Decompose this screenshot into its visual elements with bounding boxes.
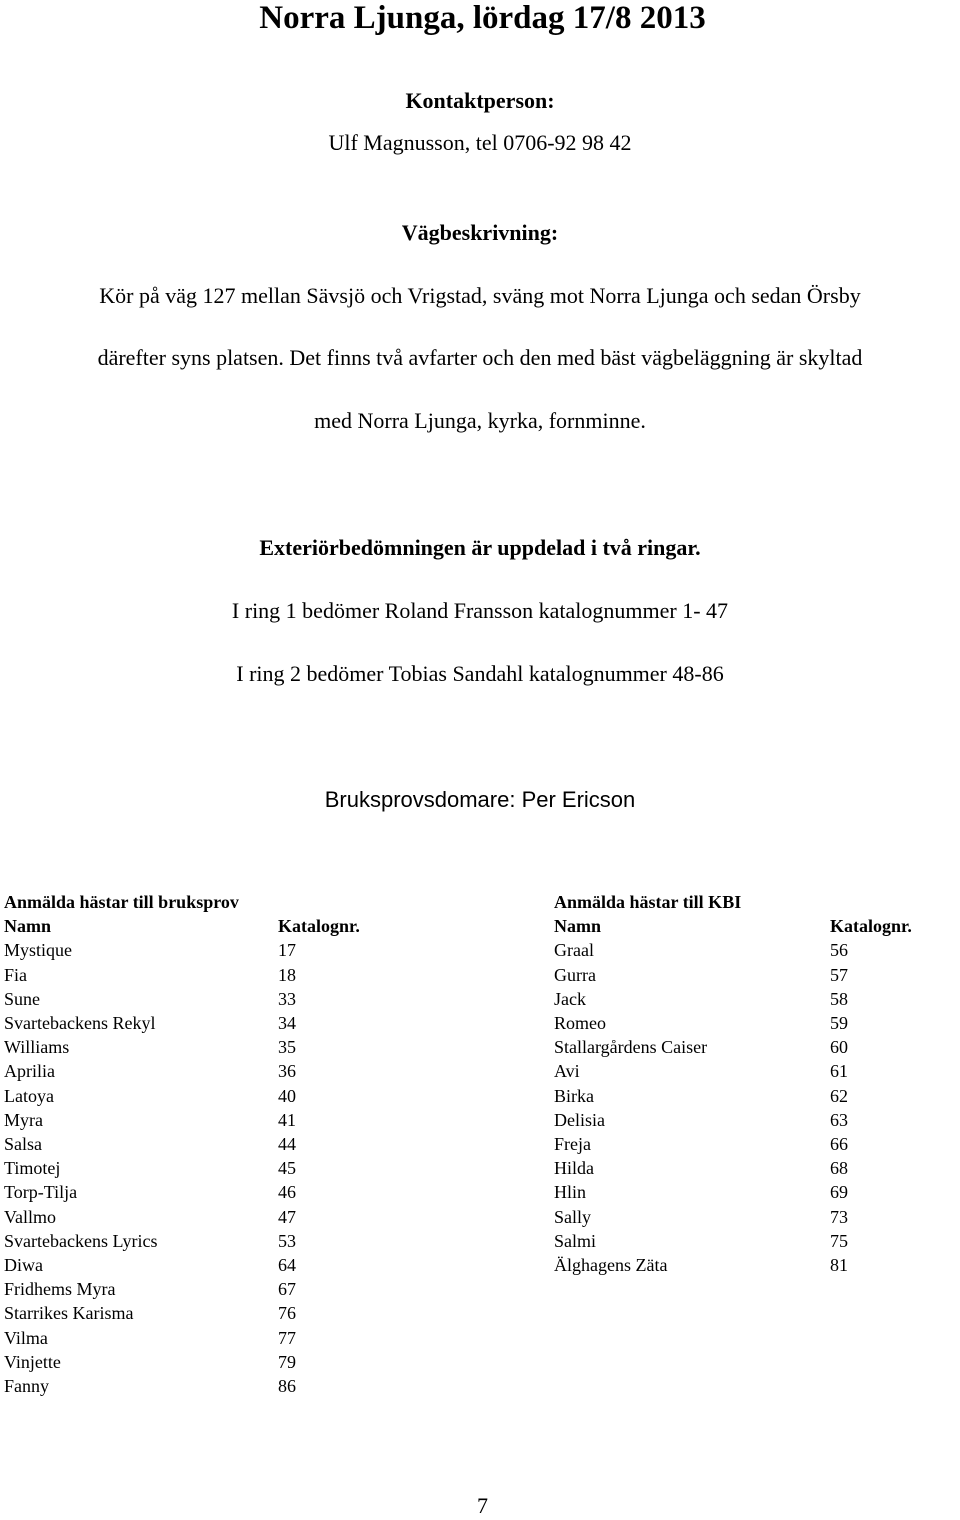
horse-name: Diwa: [4, 1254, 43, 1275]
table-row: [554, 1205, 960, 1229]
catalog-number: 57: [830, 964, 848, 985]
horse-name: Fridhems Myra: [4, 1279, 116, 1300]
table-row: [4, 963, 454, 987]
table-row: [554, 963, 960, 987]
table-row: [4, 1011, 454, 1035]
table-row: [4, 1205, 454, 1229]
directions-line-3: med Norra Ljunga, kyrka, fornminne.: [314, 408, 646, 433]
catalog-number: 68: [830, 1158, 848, 1179]
table-row: [554, 1059, 960, 1083]
ring1-info: I ring 1 bedömer Roland Fransson katalognummer 1- 47: [231, 598, 729, 623]
catalog-number: 33: [278, 988, 296, 1009]
table-row: [4, 987, 454, 1011]
judging-heading: Exteriörbedömningen är uppdelad i två ringar.: [259, 535, 701, 560]
table-row: [554, 987, 960, 1011]
bruksprov-title: Anmälda hästar till bruksprov: [4, 892, 239, 912]
directions-label: Vägbeskrivning:: [401, 220, 559, 245]
table-row: [4, 1035, 454, 1059]
catalog-number: 61: [830, 1061, 848, 1082]
horse-name: Fia: [4, 964, 28, 985]
kbi-col-num: Katalognr.: [830, 916, 912, 936]
catalog-number: 66: [830, 1133, 848, 1154]
horse-name: Vallmo: [4, 1206, 56, 1227]
horse-name: Salmi: [554, 1230, 597, 1251]
catalog-number: 36: [278, 1061, 296, 1082]
horse-name: Vinjette: [4, 1351, 61, 1372]
catalog-number: 35: [278, 1037, 296, 1058]
table-row: [554, 1253, 960, 1277]
horse-name: Vilma: [4, 1327, 48, 1348]
catalog-number: 73: [830, 1206, 848, 1227]
table-row: [4, 1253, 454, 1277]
horse-name: Sune: [4, 988, 40, 1009]
page-number: 7: [477, 1493, 488, 1518]
table-row: [4, 1132, 454, 1156]
horse-name: Aprilia: [4, 1061, 55, 1082]
directions-line-2: därefter syns platsen. Det finns två avfarter och den med bäst vägbeläggning är skyltad: [97, 345, 863, 370]
horse-name: Graal: [554, 940, 594, 961]
table-row: [4, 1108, 454, 1132]
catalog-number: 58: [830, 988, 848, 1009]
catalog-number: 44: [278, 1133, 296, 1154]
horse-name: Gurra: [554, 964, 596, 985]
horse-name: Hilda: [554, 1158, 594, 1179]
catalog-number: 59: [830, 1012, 848, 1033]
catalog-number: 64: [278, 1254, 296, 1275]
horse-name: Hlin: [554, 1182, 587, 1203]
table-row: [4, 938, 454, 962]
horse-name: Svartebackens Rekyl: [4, 1012, 156, 1033]
horse-name: Timotej: [4, 1158, 61, 1179]
table-row: [554, 1132, 960, 1156]
table-row: [4, 1156, 454, 1180]
horse-name: Freja: [554, 1133, 591, 1154]
table-row: [4, 1326, 454, 1350]
catalog-number: 69: [830, 1182, 848, 1203]
catalog-number: 62: [830, 1085, 848, 1106]
catalog-number: 63: [830, 1109, 848, 1130]
ring2-info: I ring 2 bedömer Tobias Sandahl katalognummer 48-86: [236, 661, 724, 686]
table-row: [554, 1156, 960, 1180]
catalog-number: 77: [278, 1327, 296, 1348]
horse-name: Avi: [554, 1061, 580, 1082]
directions-line-1: Kör på väg 127 mellan Sävsjö och Vrigstad, sväng mot Norra Ljunga och sedan Örsby: [99, 283, 861, 308]
catalog-number: 41: [278, 1109, 296, 1130]
horse-name: Älghagens Zäta: [554, 1254, 668, 1275]
horse-name: Starrikes Karisma: [4, 1303, 134, 1324]
table-row: [4, 1301, 454, 1325]
horse-name: Williams: [4, 1037, 70, 1058]
bruksprov-col-name: Namn: [4, 916, 52, 936]
catalog-number: 67: [278, 1279, 296, 1300]
horse-name: Svartebackens Lyrics: [4, 1230, 158, 1251]
table-row: [4, 1277, 454, 1301]
table-row: [554, 1035, 960, 1059]
catalog-number: 46: [278, 1182, 296, 1203]
horse-name: Romeo: [554, 1012, 606, 1033]
catalog-number: 56: [830, 940, 848, 961]
horse-name: Salsa: [4, 1133, 42, 1154]
bruksprov-col-num: Katalognr.: [278, 916, 360, 936]
catalog-number: 86: [278, 1375, 296, 1396]
table-row: [554, 1180, 960, 1204]
table-row: [4, 1350, 454, 1374]
kbi-col-name: Namn: [554, 916, 602, 936]
catalog-number: 76: [278, 1303, 296, 1324]
table-row: [554, 1108, 960, 1132]
horse-name: Birka: [554, 1085, 594, 1106]
table-row: [4, 1084, 454, 1108]
kbi-title: Anmälda hästar till KBI: [554, 892, 742, 912]
catalog-number: 53: [278, 1230, 296, 1251]
catalog-number: 17: [278, 940, 296, 961]
catalog-number: 81: [830, 1254, 848, 1275]
trial-judge-info: Bruksprovsdomare: Per Ericson: [324, 787, 636, 812]
catalog-number: 40: [278, 1085, 296, 1106]
table-row: [554, 1011, 960, 1035]
catalog-number: 75: [830, 1230, 848, 1251]
catalog-number: 34: [278, 1012, 296, 1033]
bruksprov-table: [4, 890, 464, 1410]
catalog-number: 45: [278, 1158, 296, 1179]
contact-label: Kontaktperson:: [405, 88, 555, 113]
horse-name: Fanny: [4, 1375, 49, 1396]
page-title: Norra Ljunga, lördag 17/8 2013: [259, 0, 706, 36]
horse-name: Torp-Tilja: [4, 1182, 78, 1203]
catalog-number: 18: [278, 964, 296, 985]
kbi-table: [554, 890, 960, 1310]
horse-name: Stallargårdens Caiser: [554, 1037, 708, 1058]
catalog-number: 47: [278, 1206, 296, 1227]
table-row: [554, 1229, 960, 1253]
horse-name: Jack: [554, 988, 586, 1009]
horse-name: Delisia: [554, 1109, 605, 1130]
table-row: [554, 1084, 960, 1108]
horse-name: Latoya: [4, 1085, 54, 1106]
table-row: [4, 1180, 454, 1204]
table-row: [4, 1229, 454, 1253]
horse-name: Sally: [554, 1206, 592, 1227]
horse-name: Mystique: [4, 940, 73, 961]
table-row: [554, 938, 960, 962]
catalog-number: 79: [278, 1351, 296, 1372]
table-row: [4, 1059, 454, 1083]
table-row: [4, 1374, 454, 1398]
horse-name: Myra: [4, 1109, 43, 1130]
contact-value: Ulf Magnusson, tel 0706-92 98 42: [328, 130, 632, 155]
catalog-number: 60: [830, 1037, 848, 1058]
